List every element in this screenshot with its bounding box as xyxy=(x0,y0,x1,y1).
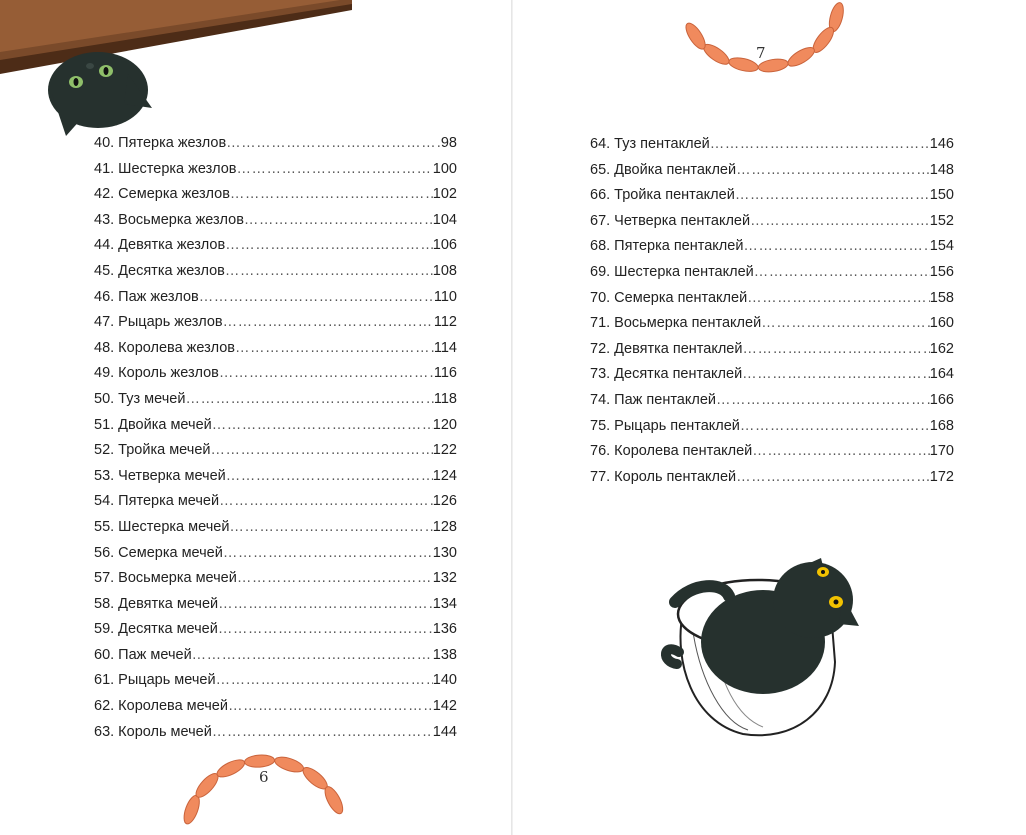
toc-entry-title: 45. Десятка жезлов xyxy=(94,262,225,279)
toc-entry xyxy=(590,183,954,209)
toc-entry-title: 71. Восьмерка пентаклей xyxy=(590,315,762,332)
toc-entry xyxy=(94,387,457,413)
toc-leader-dots xyxy=(226,131,441,157)
toc-leader-dots xyxy=(710,132,930,158)
toc-entry xyxy=(94,515,457,541)
toc-entry xyxy=(94,413,457,439)
toc-entry-page: 140 xyxy=(432,672,457,689)
sausage-link xyxy=(244,754,275,768)
toc-entry-title: 51. Двойка мечей xyxy=(94,416,212,433)
toc-entry-title: 63. Король мечей xyxy=(94,723,212,740)
toc-list-left xyxy=(94,131,457,745)
cat-peeking-illustration xyxy=(0,0,360,140)
toc-entry-page: 124 xyxy=(432,467,457,484)
toc-entry-page: 126 xyxy=(432,493,457,510)
toc-entry-page: 102 xyxy=(432,186,457,203)
toc-entry xyxy=(94,310,457,336)
toc-entry-title: 56. Семерка мечей xyxy=(94,544,223,561)
toc-leader-dots xyxy=(716,388,930,414)
toc-entry-title: 75. Рыцарь пентаклей xyxy=(590,417,740,434)
toc-entry-page: 134 xyxy=(432,595,457,612)
toc-entry xyxy=(94,643,457,669)
toc-leader-dots xyxy=(216,668,433,694)
toc-entry-page: 168 xyxy=(929,417,954,434)
toc-entry-title: 42. Семерка жезлов xyxy=(94,186,230,203)
toc-entry-page: 172 xyxy=(929,468,954,485)
toc-entry-title: 77. Король пентаклей xyxy=(590,468,737,485)
toc-entry xyxy=(590,234,954,260)
toc-entry xyxy=(590,414,954,440)
toc-entry xyxy=(94,361,457,387)
toc-leader-dots xyxy=(223,310,434,336)
sausage-link xyxy=(322,784,347,816)
cat-in-pot-illustration xyxy=(653,552,873,742)
page-number-left: 6 xyxy=(259,768,269,786)
toc-entry-title: 68. Пятерка пентаклей xyxy=(590,238,744,255)
toc-leader-dots xyxy=(212,413,433,439)
toc-leader-dots xyxy=(212,720,433,746)
toc-entry-title: 55. Шестерка мечей xyxy=(94,518,230,535)
toc-entry-page: 156 xyxy=(929,263,954,280)
toc-leader-dots xyxy=(752,439,930,465)
toc-entry-page: 170 xyxy=(929,443,954,460)
sausage-link xyxy=(215,756,247,780)
toc-entry-title: 69. Шестерка пентаклей xyxy=(590,263,754,280)
toc-entry xyxy=(94,720,457,746)
toc-entry-title: 58. Девятка мечей xyxy=(94,595,219,612)
toc-entry-title: 47. Рыцарь жезлов xyxy=(94,314,223,331)
toc-entry-title: 66. Тройка пентаклей xyxy=(590,187,735,204)
toc-entry-title: 74. Паж пентаклей xyxy=(590,391,716,408)
toc-entry xyxy=(590,337,954,363)
toc-entry-page: 112 xyxy=(433,314,457,331)
sausage-link xyxy=(181,794,203,826)
sausage-link xyxy=(682,20,708,52)
toc-entry-page: 154 xyxy=(929,238,954,255)
toc-leader-dots xyxy=(735,183,930,209)
toc-entry-page: 104 xyxy=(432,211,457,228)
toc-leader-dots xyxy=(226,464,433,490)
toc-entry-title: 65. Двойка пентаклей xyxy=(590,161,737,178)
toc-leader-dots xyxy=(754,260,930,286)
toc-entry xyxy=(94,541,457,567)
toc-entry xyxy=(94,592,457,618)
toc-entry-page: 108 xyxy=(432,262,457,279)
toc-entry xyxy=(94,489,457,515)
toc-leader-dots xyxy=(218,617,433,643)
toc-entry xyxy=(590,362,954,388)
toc-entry-page: 164 xyxy=(929,366,954,383)
toc-leader-dots xyxy=(237,566,433,592)
toc-entry-page: 138 xyxy=(432,646,457,663)
toc-entry-title: 57. Восьмерка мечей xyxy=(94,570,237,587)
toc-entry-page: 136 xyxy=(432,621,457,638)
toc-entry-title: 61. Рыцарь мечей xyxy=(94,672,216,689)
toc-entry-title: 48. Королева жезлов xyxy=(94,339,235,356)
toc-entry-title: 67. Четверка пентаклей xyxy=(590,212,751,229)
toc-entry-page: 100 xyxy=(432,160,457,177)
toc-entry-page: 150 xyxy=(929,187,954,204)
toc-entry-title: 60. Паж мечей xyxy=(94,646,192,663)
toc-entry xyxy=(590,209,954,235)
toc-entry-title: 43. Восьмерка жезлов xyxy=(94,211,244,228)
toc-entry-title: 49. Король жезлов xyxy=(94,365,219,382)
sausage-garland-bottom xyxy=(145,745,385,835)
toc-entry xyxy=(590,158,954,184)
toc-entry xyxy=(94,233,457,259)
toc-entry-page: 120 xyxy=(432,416,457,433)
toc-entry-page: 148 xyxy=(929,161,954,178)
toc-leader-dots xyxy=(210,438,432,464)
toc-entry xyxy=(590,311,954,337)
toc-entry-title: 44. Девятка жезлов xyxy=(94,237,226,254)
toc-leader-dots xyxy=(230,182,433,208)
toc-leader-dots xyxy=(742,337,929,363)
toc-leader-dots xyxy=(199,285,434,311)
toc-entry-title: 50. Туз мечей xyxy=(94,390,186,407)
toc-leader-dots xyxy=(235,336,434,362)
toc-leader-dots xyxy=(225,259,433,285)
toc-leader-dots xyxy=(225,233,433,259)
sausage-link xyxy=(273,754,305,775)
toc-entry-page: 144 xyxy=(432,723,457,740)
toc-leader-dots xyxy=(743,234,929,260)
toc-entry-title: 73. Десятка пентаклей xyxy=(590,366,743,383)
toc-entry-title: 54. Пятерка мечей xyxy=(94,493,220,510)
toc-entry-title: 46. Паж жезлов xyxy=(94,288,199,305)
toc-leader-dots xyxy=(192,643,433,669)
toc-entry xyxy=(94,182,457,208)
toc-entry xyxy=(590,388,954,414)
sausage-link xyxy=(727,55,759,73)
toc-entry-page: 114 xyxy=(433,339,457,356)
toc-entry xyxy=(94,617,457,643)
toc-leader-dots xyxy=(736,158,930,184)
toc-entry-page: 142 xyxy=(432,698,457,715)
toc-entry xyxy=(94,668,457,694)
toc-leader-dots xyxy=(219,361,434,387)
toc-entry xyxy=(94,566,457,592)
toc-entry-title: 53. Четверка мечей xyxy=(94,467,226,484)
sausage-link xyxy=(785,44,817,70)
toc-entry-page: 160 xyxy=(929,315,954,332)
toc-entry-page: 158 xyxy=(929,289,954,306)
toc-leader-dots xyxy=(219,489,433,515)
toc-entry-page: 118 xyxy=(433,390,457,407)
toc-leader-dots xyxy=(218,592,433,618)
toc-leader-dots xyxy=(742,362,930,388)
toc-entry xyxy=(94,208,457,234)
toc-leader-dots xyxy=(740,414,930,440)
toc-entry-title: 70. Семерка пентаклей xyxy=(590,289,748,306)
page-number-right: 7 xyxy=(756,44,766,62)
toc-entry-title: 62. Королева мечей xyxy=(94,698,228,715)
toc-leader-dots xyxy=(229,515,432,541)
toc-entry xyxy=(94,131,457,157)
toc-entry-page: 106 xyxy=(432,237,457,254)
toc-entry-page: 128 xyxy=(432,518,457,535)
toc-entry-page: 132 xyxy=(432,570,457,587)
toc-entry-page: 146 xyxy=(929,136,954,152)
toc-entry xyxy=(94,464,457,490)
toc-entry-page: 116 xyxy=(433,365,457,382)
toc-entry xyxy=(590,465,954,491)
toc-entry-page: 166 xyxy=(929,391,954,408)
toc-leader-dots xyxy=(736,465,930,491)
toc-entry-title: 72. Девятка пентаклей xyxy=(590,340,743,357)
toc-entry-page: 98 xyxy=(440,135,457,151)
left-page xyxy=(0,0,512,835)
toc-leader-dots xyxy=(228,694,433,720)
toc-entry xyxy=(590,260,954,286)
toc-leader-dots xyxy=(750,209,930,235)
toc-leader-dots xyxy=(747,286,930,312)
toc-leader-dots xyxy=(223,541,433,567)
toc-entry xyxy=(590,286,954,312)
toc-entry-title: 52. Тройка мечей xyxy=(94,442,211,459)
toc-leader-dots xyxy=(761,311,930,337)
toc-list-right xyxy=(590,132,954,490)
toc-leader-dots xyxy=(185,387,433,413)
toc-entry xyxy=(590,439,954,465)
toc-entry-page: 162 xyxy=(929,340,954,357)
toc-entry xyxy=(94,259,457,285)
toc-entry xyxy=(94,694,457,720)
toc-entry-title: 41. Шестерка жезлов xyxy=(94,160,237,177)
toc-entry-title: 64. Туз пентаклей xyxy=(590,136,710,152)
toc-entry-page: 122 xyxy=(432,442,457,459)
toc-leader-dots xyxy=(244,208,433,234)
toc-entry xyxy=(94,157,457,183)
sausage-garland-top xyxy=(641,0,881,80)
toc-leader-dots xyxy=(236,157,432,183)
toc-entry xyxy=(94,285,457,311)
toc-entry-title: 40. Пятерка жезлов xyxy=(94,135,227,151)
toc-entry-page: 110 xyxy=(433,288,457,305)
toc-entry xyxy=(94,438,457,464)
toc-entry-page: 152 xyxy=(929,212,954,229)
toc-entry-title: 59. Десятка мечей xyxy=(94,621,218,638)
toc-entry xyxy=(590,132,954,158)
toc-entry xyxy=(94,336,457,362)
toc-entry-title: 76. Королева пентаклей xyxy=(590,443,753,460)
right-page xyxy=(513,0,1026,835)
toc-entry-page: 130 xyxy=(432,544,457,561)
